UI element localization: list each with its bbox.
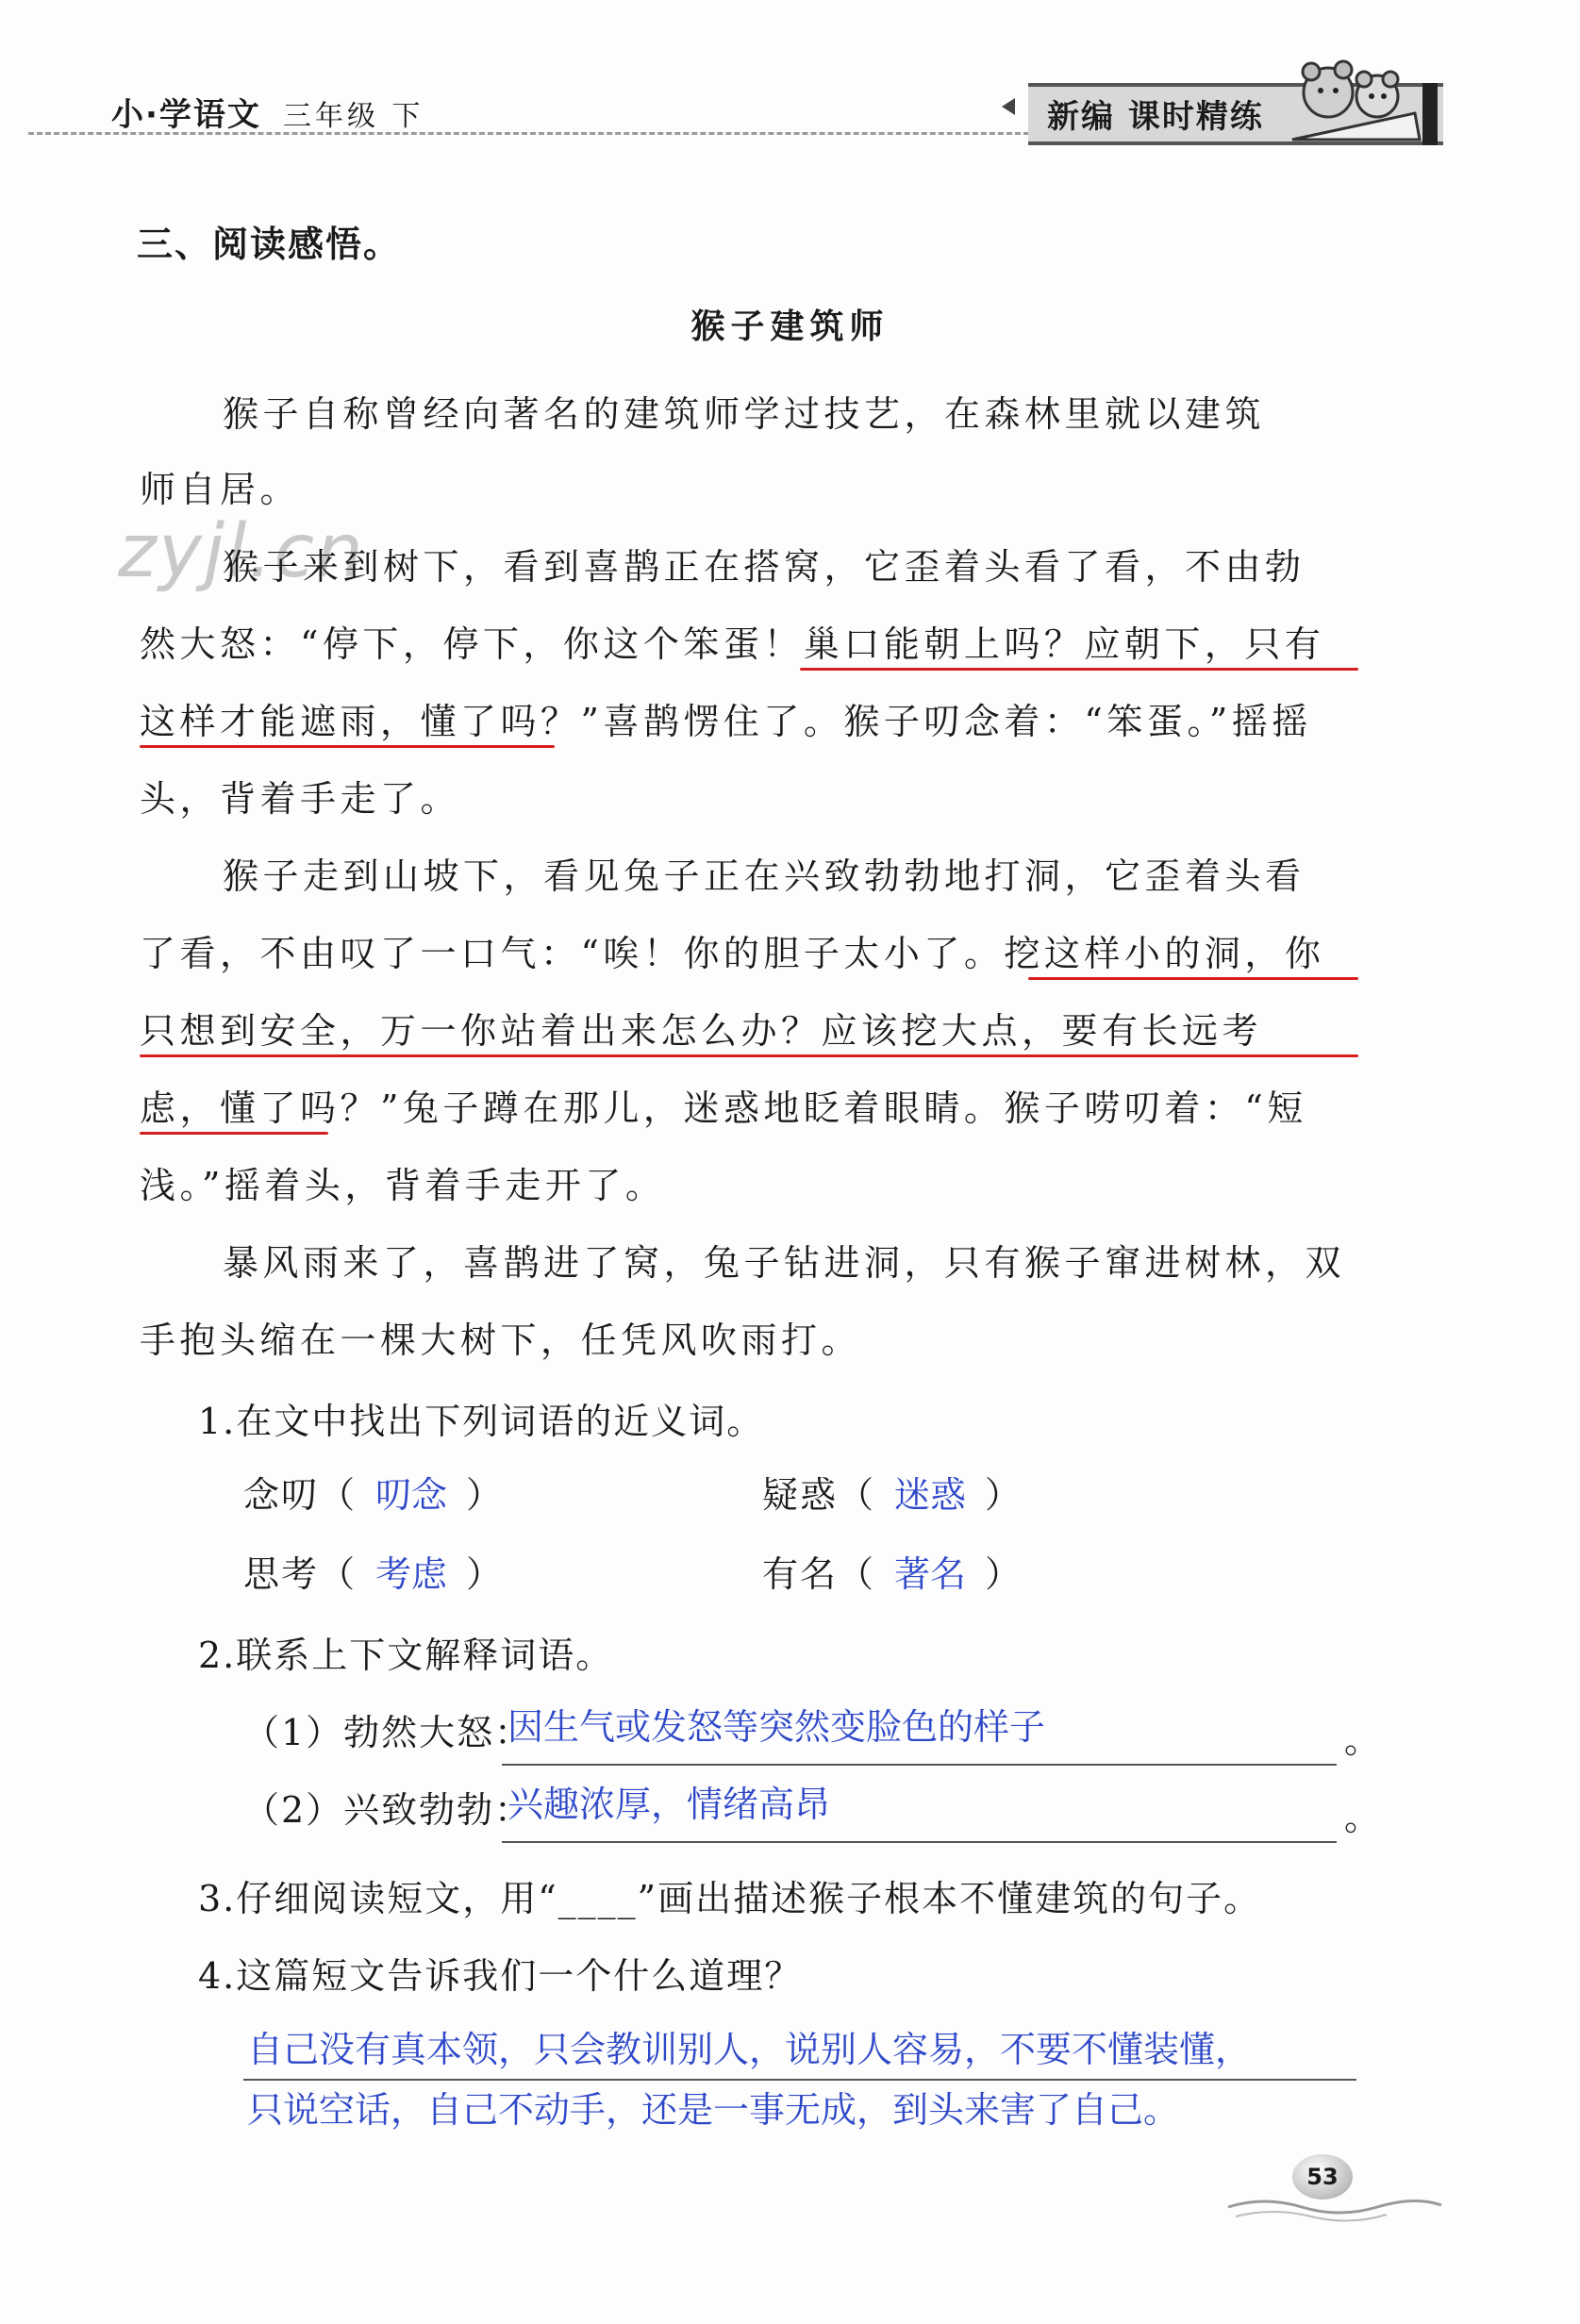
bear-mascot-icon xyxy=(1283,47,1424,151)
answer-text: 叨念 xyxy=(375,1474,448,1516)
header-divider xyxy=(28,132,1038,135)
underline-mark xyxy=(800,668,1358,671)
watermark: zyjl.cn xyxy=(118,509,365,594)
banner-end-bar xyxy=(1422,83,1438,145)
question-4-prompt: 4.这篇短文告诉我们一个什么道理？ xyxy=(198,1955,803,1997)
story-line: 了看，不由叹了一口气：“唉！你的胆子太小了。挖这样小的洞，你 xyxy=(140,933,1325,974)
synonym-item: 思考（ 考虑 ） xyxy=(243,1553,505,1595)
story-line: 这样才能遮雨，懂了吗？”喜鹊愣住了。猴子叨念着：“笨蛋。”摇摇 xyxy=(140,701,1312,742)
wave-decoration-icon xyxy=(1226,2194,1443,2222)
q2-item-label: （1）勃然大怒： xyxy=(243,1712,533,1753)
story-line: 头，背着手走了。 xyxy=(140,778,461,820)
period: 。 xyxy=(1344,1719,1383,1761)
story-title: 猴子建筑师 xyxy=(690,307,890,346)
synonym-item: 疑惑（ 迷惑 ） xyxy=(762,1474,1023,1516)
underline-mark xyxy=(1028,977,1358,980)
story-line: 手抱头缩在一棵大树下，任凭风吹雨打。 xyxy=(140,1320,862,1361)
answer-text: 考虑 xyxy=(375,1553,448,1595)
synonym-item: 有名（ 著名 ） xyxy=(762,1553,1023,1595)
answer-text: 只说空话，自己不动手，还是一事无成，到头来害了自己。 xyxy=(247,2089,1180,2131)
answer-text: 因生气或发怒等突然变脸色的样子 xyxy=(507,1706,1046,1748)
period: 。 xyxy=(1344,1797,1383,1838)
story-line: 猴子自称曾经向著名的建筑师学过技艺，在森林里就以建筑 xyxy=(223,393,1266,435)
question-3-prompt: 3.仔细阅读短文，用“____”画出描述猴子根本不懂建筑的句子。 xyxy=(198,1878,1262,1919)
answer-text: 自己没有真本领，只会教训别人，说别人容易，不要不懂装懂， xyxy=(247,2029,1252,2070)
synonym-item: 念叨（ 叨念 ） xyxy=(243,1474,505,1516)
page-number: 53 xyxy=(1292,2154,1353,2200)
story-line: 猴子来到树下，看到喜鹊正在搭窝，它歪着头看了看，不由勃 xyxy=(223,546,1306,588)
story-line: 浅。”摇着头，背着手走开了。 xyxy=(140,1165,666,1206)
story-line: 暴风雨来了，喜鹊进了窝，兔子钻进洞，只有猴子窜进树林，双 xyxy=(223,1242,1346,1284)
brand-label: 新编 课时精练 xyxy=(1047,98,1264,136)
question-1-prompt: 1.在文中找出下列词语的近义词。 xyxy=(198,1401,765,1442)
underline-mark xyxy=(140,1132,328,1135)
q2-item-label: （2）兴致勃勃： xyxy=(243,1789,533,1831)
grade-label: 三年级 下 xyxy=(283,100,424,133)
answer-line xyxy=(243,2079,1356,2081)
story-line: 师自居。 xyxy=(140,469,301,510)
question-2-prompt: 2.联系上下文解释词语。 xyxy=(198,1635,614,1676)
answer-text: 著名 xyxy=(894,1553,967,1595)
answer-text: 兴趣浓厚，情绪高昂 xyxy=(507,1784,831,1825)
story-line: 只想到安全，万一你站着出来怎么办？应该挖大点，要有长远考 xyxy=(140,1010,1263,1052)
story-line: 虑，懂了吗？”兔子蹲在那儿，迷惑地眨着眼睛。猴子唠叨着：“短 xyxy=(140,1087,1307,1129)
underline-mark xyxy=(140,1054,1358,1057)
answer-line xyxy=(502,1841,1337,1843)
answer-text: 迷惑 xyxy=(894,1474,967,1516)
answer-line xyxy=(502,1764,1337,1766)
story-line: 猴子走到山坡下，看见兔子正在兴致勃勃地打洞，它歪着头看 xyxy=(223,855,1306,897)
arrow-left-icon xyxy=(1002,98,1015,115)
underline-mark xyxy=(140,745,555,748)
subject-title: 小·学语文 xyxy=(111,96,261,134)
story-line: 然大怒：“停下，停下，你这个笨蛋！巢口能朝上吗？应朝下，只有 xyxy=(140,623,1325,665)
section-heading: 三、阅读感悟。 xyxy=(137,223,402,265)
